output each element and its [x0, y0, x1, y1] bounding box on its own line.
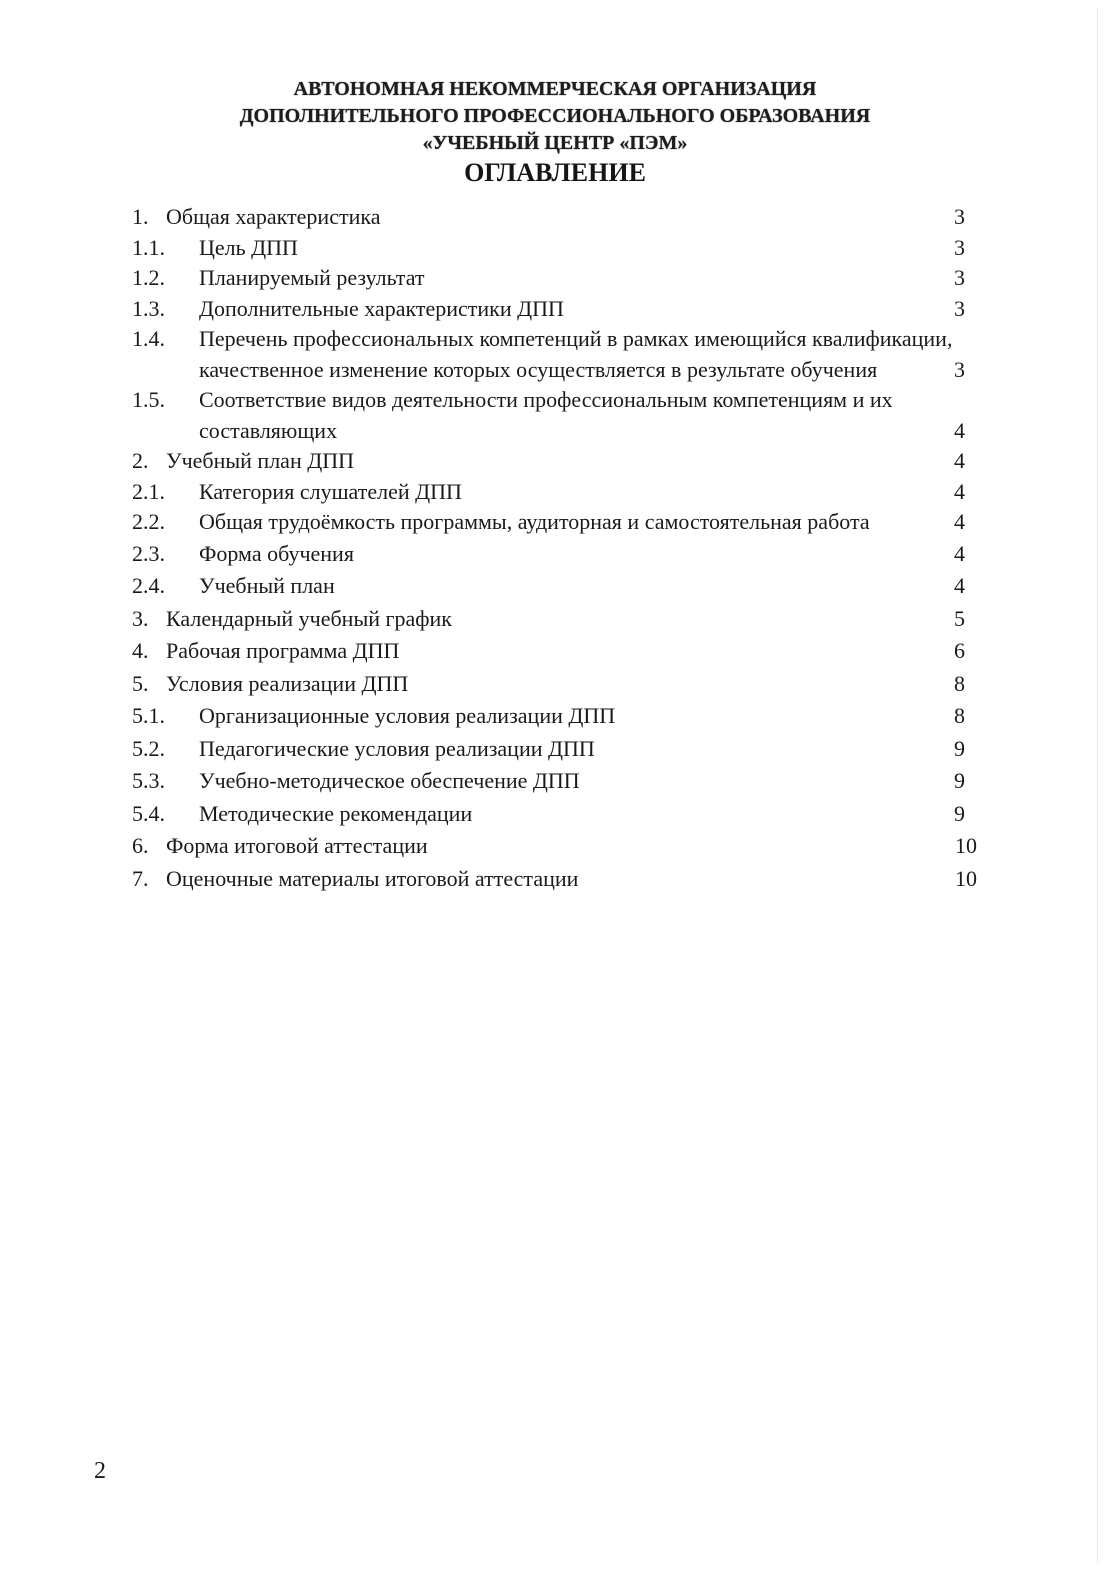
table-of-contents — [132, 202, 977, 895]
toc-entry-page: 9 — [954, 735, 965, 761]
toc-entry[interactable] — [132, 798, 977, 831]
toc-entry-number: 1.5. — [132, 387, 165, 412]
toc-entry-number: 2.2. — [132, 509, 165, 534]
toc-entry-text: Оценочные материалы итоговой аттестации — [166, 865, 579, 891]
page-number: 2 — [94, 1458, 106, 1484]
toc-entry[interactable] — [132, 570, 977, 603]
toc-entry[interactable] — [132, 324, 977, 385]
toc-entry-page: 4 — [954, 448, 965, 473]
toc-entry-number: 5.2. — [132, 735, 165, 761]
toc-entry-page: 4 — [954, 509, 965, 534]
toc-entry-page: 9 — [954, 800, 965, 826]
toc-entry[interactable] — [132, 507, 977, 538]
toc-entry-page: 3 — [954, 265, 965, 290]
toc-entry-number: 1.1. — [132, 234, 165, 260]
toc-entry-number: 5.3. — [132, 768, 165, 793]
toc-entry-text: Планируемый результат — [199, 265, 425, 290]
toc-entry-number: 2.4. — [132, 573, 165, 598]
toc-entry-number: 5. — [132, 670, 149, 696]
toc-entry-page: 5 — [954, 605, 965, 631]
toc-entry[interactable] — [132, 538, 977, 571]
toc-entry-number: 1.3. — [132, 295, 165, 321]
toc-entry[interactable] — [132, 733, 977, 766]
toc-entry[interactable] — [132, 765, 977, 798]
toc-entry-number: 1. — [132, 204, 149, 229]
toc-entry-text: Организационные условия реализации ДПП — [199, 703, 616, 728]
org-name-line-2: ДОПОЛНИТЕЛЬНОГО ПРОФЕССИОНАЛЬНОГО ОБРАЗОВАНИЯ — [239, 105, 871, 127]
toc-entry-text: Условия реализации ДПП — [166, 670, 409, 696]
toc-entry-text: Учебный план — [199, 573, 335, 598]
toc-entry[interactable] — [132, 294, 977, 325]
toc-title: ОГЛАВЛЕНИЕ — [464, 158, 646, 187]
toc-entry[interactable] — [132, 233, 977, 264]
toc-entry-page: 4 — [954, 478, 965, 504]
toc-entry-page: 10 — [955, 865, 977, 891]
toc-entry-page: 6 — [954, 638, 965, 663]
toc-entry-page: 8 — [954, 670, 965, 696]
toc-entry-number: 3. — [132, 605, 149, 631]
toc-entry-text: Цель ДПП — [199, 234, 298, 260]
toc-entry-text: Соответствие видов деятельности профессиональным компетенциям и их составляющих — [199, 387, 893, 443]
toc-entry[interactable] — [132, 635, 977, 668]
toc-entry-number: 2. — [132, 448, 149, 473]
toc-entry-number: 1.2. — [132, 265, 165, 290]
toc-entry-number: 2.3. — [132, 540, 165, 566]
toc-entry[interactable] — [132, 603, 977, 636]
toc-entry-number: 1.4. — [132, 326, 165, 351]
toc-entry-text: Учебный план ДПП — [166, 448, 354, 473]
toc-entry-text: Общая характеристика — [166, 204, 381, 229]
toc-entry-page: 3 — [954, 295, 965, 321]
toc-entry-text: Общая трудоёмкость программы, аудиторная и самостоятельная работа — [199, 509, 870, 534]
toc-entry[interactable] — [132, 700, 977, 733]
org-name-line-1: АВТОНОМНАЯ НЕКОММЕРЧЕСКАЯ ОРГАНИЗАЦИЯ — [293, 78, 817, 100]
toc-entry-number: 5.1. — [132, 703, 165, 728]
document-header — [0, 76, 1110, 189]
toc-entry-text: Дополнительные характеристики ДПП — [199, 295, 564, 321]
toc-entry-text: Форма обучения — [199, 540, 354, 566]
org-name-line-3: «УЧЕБНЫЙ ЦЕНТР «ПЭМ» — [422, 132, 688, 154]
toc-entry[interactable] — [132, 446, 977, 477]
toc-entry-number: 2.1. — [132, 478, 165, 504]
toc-entry[interactable] — [132, 477, 977, 508]
toc-entry[interactable] — [132, 385, 977, 446]
toc-entry-page: 3 — [954, 356, 965, 382]
toc-entry-page: 4 — [954, 540, 965, 566]
toc-entry-text: Календарный учебный график — [166, 605, 452, 631]
toc-entry-text: Педагогические условия реализации ДПП — [199, 735, 595, 761]
toc-entry[interactable] — [132, 830, 977, 863]
toc-entry[interactable] — [132, 263, 977, 294]
toc-entry-page: 4 — [954, 573, 965, 598]
toc-entry[interactable] — [132, 863, 977, 896]
toc-entry-page: 3 — [954, 204, 965, 229]
toc-entry-page: 8 — [954, 703, 965, 728]
toc-entry-page: 9 — [954, 768, 965, 793]
toc-entry-number: 6. — [132, 833, 149, 858]
toc-entry-page: 10 — [955, 833, 977, 858]
toc-entry[interactable] — [132, 202, 977, 233]
toc-entry-number: 7. — [132, 865, 149, 891]
toc-entry-text: Перечень профессиональных компетенций в рамках имеющийся квалификации, качественное изменение которых осуществляется в результате обучения — [199, 326, 953, 382]
toc-entry-number: 5.4. — [132, 800, 165, 826]
page-edge-line — [1097, 8, 1098, 1563]
toc-entry-page: 4 — [954, 417, 965, 443]
toc-entry[interactable] — [132, 668, 977, 701]
toc-entry-text: Учебно-методическое обеспечение ДПП — [199, 768, 580, 793]
toc-entry-text: Форма итоговой аттестации — [166, 833, 428, 858]
toc-entry-number: 4. — [132, 638, 149, 663]
toc-entry-text: Методические рекомендации — [199, 800, 473, 826]
toc-entry-text: Категория слушателей ДПП — [199, 478, 462, 504]
toc-entry-page: 3 — [954, 234, 965, 260]
toc-entry-text: Рабочая программа ДПП — [166, 638, 400, 663]
